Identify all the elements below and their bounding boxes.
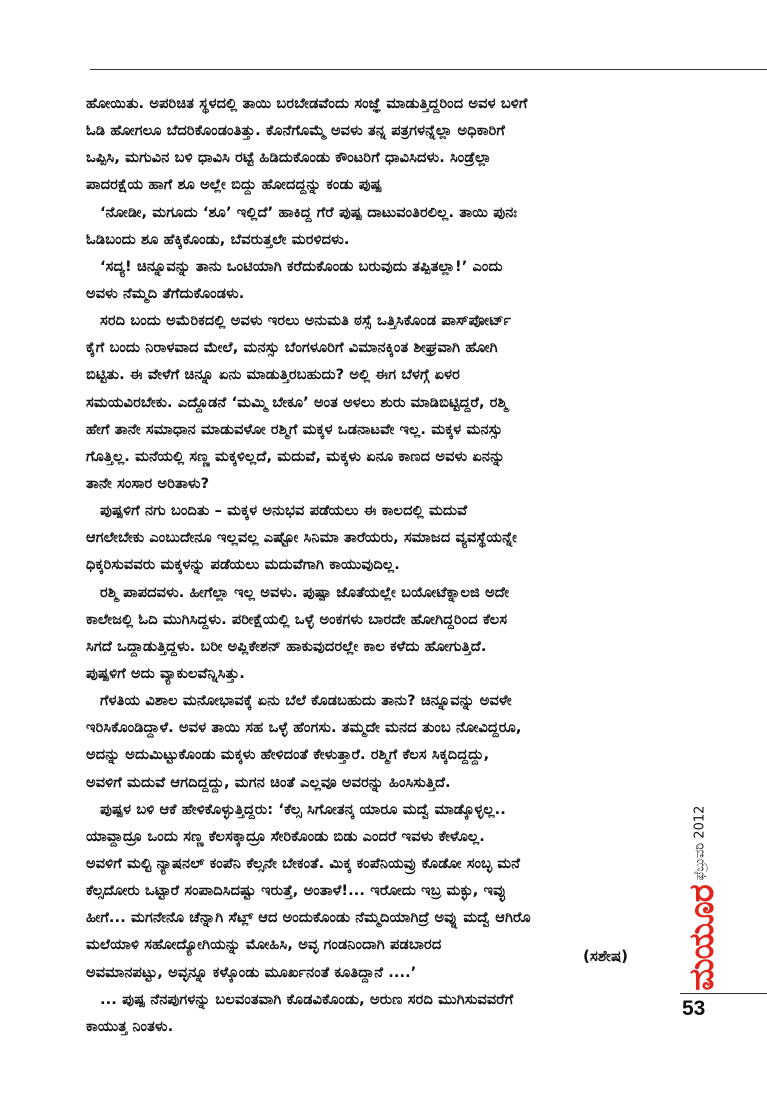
text-line: ಹೋಯಿತು. ಅಪರಿಚಿತ ಸ್ಥಳದಲ್ಲಿ ತಾಯಿ ಬರಬೇಡವೆಂದು ಸಂಜ್ಞೆ ಮಾಡುತ್ತಿದ್ದರಿಂದ ಅವಳ ಬಳಿಗೆ bbox=[86, 95, 528, 112]
magazine-logo bbox=[680, 884, 724, 991]
text-line: ಅದನ್ನು ಅದುಮಿಟ್ಟುಕೊಂಡು ಮಕ್ಕಳು ಹೇಳಿದಂತೆ ಕೇಳುತ್ತಾರೆ. ರಶ್ಮಿಗೆ ಕೆಲಸ ಸಿಕ್ಕದಿದ್ದದ್ದು, bbox=[86, 746, 490, 764]
text-line: ಅವಳಿಗೆ ಮದುವೆ ಆಗದಿದ್ದದ್ದು, ಮಗನ ಚಿಂತೆ ಎಲ್ಲವೂ ಅವರನ್ನು ಹಿಂಸಿಸುತ್ತಿದೆ. bbox=[86, 773, 451, 791]
to-be-continued: (ಸಶೇಷ) bbox=[583, 947, 629, 965]
text-line: ಬಿಟ್ಟಿತು. ಈ ವೇಳೆಗೆ ಚಿನ್ನೂ ಏನು ಮಾಡುತ್ತಿರಬಹುದು? ಅಲ್ಲಿ ಈಗ ಬೆಳಗ್ಗೆ ಏಳರ bbox=[86, 366, 461, 384]
text-line: ಗೆಳತಿಯ ವಿಶಾಲ ಮನೋಭಾವಕ್ಕೆ ಏನು ಬೆಲೆ ಕೊಡಬಹುದು ತಾನು? ಚಿನ್ನೂವನ್ನು ಅವಳೇ bbox=[100, 692, 512, 710]
text-line: ಕೆಲ್ಸದೋರು ಒಟ್ಟಾರೆ ಸಂಪಾದಿಸಿದಷ್ಟು ಇರುತ್ತೆ, ಅಂತಾಳೆ!... ಇರೋದು ಇಬ್ರ ಮಕ್ಳು, ಇವ್ಳು bbox=[86, 882, 507, 900]
text-line: ಮಲೆಯಾಳಿ ಸಹೋದ್ಯೋಗಿಯನ್ನು ಮೋಹಿಸಿ, ಅವ್ಳ ಗಂಡನಿಂದಾಗಿ ಪಡಬಾರದ bbox=[86, 936, 442, 954]
header-rule bbox=[90, 69, 767, 70]
text-line: ಕೈಗೆ ಬಂದು ನಿರಾಳವಾದ ಮೇಲೆ, ಮನಸ್ಸು ಬೆಂಗಳೂರಿಗೆ ವಿಮಾನಕ್ಕಿಂತ ಶೀಘ್ರವಾಗಿ ಹೋಗಿ bbox=[86, 339, 498, 357]
text-line: ಯಾವ್ದಾದ್ರೂ ಒಂದು ಸಣ್ಣ ಕೆಲಸಕ್ಕಾದ್ರೂ ಸೇರಿಕೊಂಡು ಬಿಡು ಎಂದರೆ ಇವಳು ಕೇಳೊಲ್ಲ. bbox=[86, 827, 485, 845]
text-line: ಅವಳಿಗೆ ಮಲ್ಟಿ ನ್ಯಾಷನಲ್ ಕಂಪೆನಿ ಕೆಲ್ಸನೇ ಬೇಕಂತೆ. ಮಿಕ್ಕ ಕಂಪೆನಿಯವ್ರು ಕೊಡೋ ಸಂಬ್ಳ ಮನೆ bbox=[86, 854, 521, 872]
text-line: ತಾನೇ ಸಂಸಾರ ಅರಿತಾಳು? bbox=[86, 474, 210, 492]
text-line: ಹೀಗೆ... ಮಗನೇನೊ ಚೆನ್ನಾಗಿ ಸೆಟ್ಲ್ ಆದ ಅಂದುಕೊಂಡು ನೆಮ್ಮದಿಯಾಗಿದ್ರೆ ಅವ್ನು ಮದ್ವೆ ಆಗಿರೊ bbox=[86, 909, 531, 927]
magazine-title: ಮಯೂರ bbox=[682, 884, 722, 991]
text-line: ಆಗಲೇಬೇಕು ಎಂಬುದೇನೂ ಇಲ್ಲವಲ್ಲ ಎಷ್ಟೋ ಸಿನಿಮಾ ತಾರೆಯರು, ಸಮಾಜದ ವ್ಯವಸ್ಥೆಯನ್ನೇ bbox=[86, 529, 518, 547]
text-line: ... ಪುಷ್ಪ ನೆನಪುಗಳನ್ನು ಬಲವಂತವಾಗಿ ಕೊಡವಿಕೊಂಡು, ಅರುಣ ಸರದಿ ಮುಗಿಸುವವರೆಗೆ bbox=[100, 990, 514, 1008]
text-line: ಇರಿಸಿಕೊಂಡಿದ್ದಾಳೆ. ಅವಳ ತಾಯಿ ಸಹ ಒಳ್ಳೆ ಹೆಂಗಸು. ತಮ್ಮದೇ ಮನದ ತುಂಬ ನೋವಿದ್ದರೂ, bbox=[86, 719, 522, 737]
text-line: ರಶ್ಮಿ ಪಾಪದವಳು. ಹೀಗೆಲ್ಲಾ ಇಲ್ಲ ಅವಳು. ಪುಷ್ಪಾ ಜೊತೆಯಲ್ಲೇ ಬಯೋಟೆಕ್ನಾಲಜಿ ಅದೇ bbox=[100, 583, 510, 601]
text-line: ಸರದಿ ಬಂದು ಅಮೆರಿಕದಲ್ಲಿ ಅವಳು ಇರಲು ಅನುಮತಿ ಠಸ್ಸೆ ಒತ್ತಿಸಿಕೊಂಡ ಪಾಸ್‌ಪೋರ್ಟ್ bbox=[100, 312, 512, 330]
text-line: ಸಮಯವಿರಬೇಕು. ಎದ್ದೊಡನೆ ‘ಮಮ್ಮಿ ಬೇಕೂ’ ಅಂತ ಅಳಲು ಶುರು ಮಾಡಿಬಿಟ್ಟಿದ್ದರೆ, ರಶ್ಮಿ bbox=[86, 393, 508, 411]
text-line: ಒಪ್ಪಿಸಿ, ಮಗುವಿನ ಬಳಿ ಧಾವಿಸಿ ರಟ್ಟೆ ಹಿಡಿದುಕೊಂಡು ಕೌಂಟರಿಗೆ ಧಾವಿಸಿದಳು. ಸಿಂಡ್ರೆಲ್ಲಾ bbox=[86, 149, 492, 167]
text-line: ಪುಷ್ಪಳಿಗೆ ಅದು ವ್ಯಾಕುಲವೆನ್ನಿಸಿತ್ತು. bbox=[86, 664, 245, 682]
text-line: ಅವಮಾನಪಟ್ಟು, ಅವ್ಳನ್ನೂ ಕಳ್ಕೊಂಡು ಮೂರ್ಖನಂತೆ ಕೂತಿದ್ದಾನೆ ....’ bbox=[86, 963, 417, 981]
text-line: ಧಿಕ್ಕರಿಸುವವರು ಮಕ್ಕಳನ್ನು ಪಡೆಯಲು ಮದುವೆಗಾಗಿ ಕಾಯುವುದಿಲ್ಲ. bbox=[86, 556, 400, 574]
text-line: ಹೇಗೆ ತಾನೇ ಸಮಾಧಾನ ಮಾಡುವಳೋ ರಶ್ಮಿಗೆ ಮಕ್ಕಳ ಒಡನಾಟವೇ ಇಲ್ಲ. ಮಕ್ಕಳ ಮನಸ್ಸು bbox=[86, 420, 503, 438]
text-line: ಓಡಿ ಹೋಗಲೂ ಬೆದರಿಕೊಂಡಂತಿತ್ತು. ಕೊನೆಗೊಮ್ಮೆ ಅವಳು ತನ್ನ ಪತ್ರಗಳನ್ನೆಲ್ಲಾ ಅಧಿಕಾರಿಗೆ bbox=[86, 122, 505, 140]
text-line: ‘ಸದ್ಯ! ಚಿನ್ನೂವನ್ನು ತಾನು ಒಂಟಿಯಾಗಿ ಕರೆದುಕೊಂಡು ಬರುವುದು ತಪ್ಪಿತಲ್ಲಾ!’ ಎಂದು bbox=[100, 257, 503, 275]
page-number: 53 bbox=[682, 997, 706, 1020]
text-line: ಓಡಿಬಂದು ಶೂ ಹೆಕ್ಕಿಕೊಂಡು, ಬೆವರುತ್ತಲೇ ಮರಳಿದಳು. bbox=[86, 230, 350, 248]
issue-date-vertical bbox=[690, 790, 710, 895]
text-line: ಸಿಗದೆ ಒದ್ದಾಡುತ್ತಿದ್ದಳು. ಬರೀ ಅಪ್ಲಿಕೇಶನ್ ಹಾಕುವುದರಲ್ಲೇ ಕಾಲ ಕಳೆದು ಹೋಗುತ್ತಿದೆ. bbox=[86, 637, 487, 655]
text-line: ಕಾಲೇಜಲ್ಲಿ ಓದಿ ಮುಗಿಸಿದ್ದಳು. ಪರೀಕ್ಷೆಯಲ್ಲಿ ಒಳ್ಳೆ ಅಂಕಗಳು ಬಾರದೇ ಹೋಗಿದ್ದರಿಂದ ಕೆಲಸ bbox=[86, 610, 508, 628]
text-line: ಪಾದರಕ್ಷೆಯ ಹಾಗೆ ಶೂ ಅಲ್ಲೇ ಬಿದ್ದು ಹೋದದ್ದನ್ನು ಕಂಡು ಪುಷ್ಪ bbox=[86, 176, 382, 194]
text-line: ಪುಷ್ಪಳ ಬಳಿ ಆಕೆ ಹೇಳಿಕೊಳ್ಳುತ್ತಿದ್ದರು: ‘ಕೆಲ್ಸ ಸಿಗೋತನ್ಕ ಯಾರೂ ಮದ್ವೆ ಮಾಡ್ಕೊಳ್ಳಲ್ಲ.. bbox=[100, 800, 506, 818]
article-body bbox=[86, 90, 660, 1040]
footer-rule bbox=[680, 993, 767, 994]
text-line: ಗೊತ್ತಿಲ್ಲ. ಮನೆಯಲ್ಲಿ ಸಣ್ಣ ಮಕ್ಕಳಿಲ್ಲದೆ, ಮದುವೆ, ಮಕ್ಕಳು ಏನೂ ಕಾಣದ ಅವಳು ಏನನ್ನು bbox=[86, 447, 505, 465]
issue-date: ಫೆಬ್ರುವರಿ 2012 bbox=[692, 805, 708, 880]
text-line: ‘ನೋಡೀ, ಮಗೂದು ‘ಶೂ’ ಇಲ್ಲಿದೆ’ ಹಾಕಿದ್ದ ಗೆರೆ ಪುಷ್ಪ ದಾಟುವಂತಿರಲಿಲ್ಲ. ತಾಯಿ ಪುನಃ bbox=[100, 203, 518, 221]
text-line: ಅವಳು ನೆಮ್ಮದಿ ತೆಗೆದುಕೊಂಡಳು. bbox=[86, 284, 245, 302]
text-line: ಕಾಯುತ್ತ ನಿಂತಳು. bbox=[86, 1017, 174, 1035]
text-line: ಪುಷ್ಪಳಿಗೆ ನಗು ಬಂದಿತು – ಮಕ್ಕಳ ಅನುಭವ ಪಡೆಯಲು ಈ ಕಾಲದಲ್ಲಿ ಮದುವೆ bbox=[100, 502, 468, 520]
